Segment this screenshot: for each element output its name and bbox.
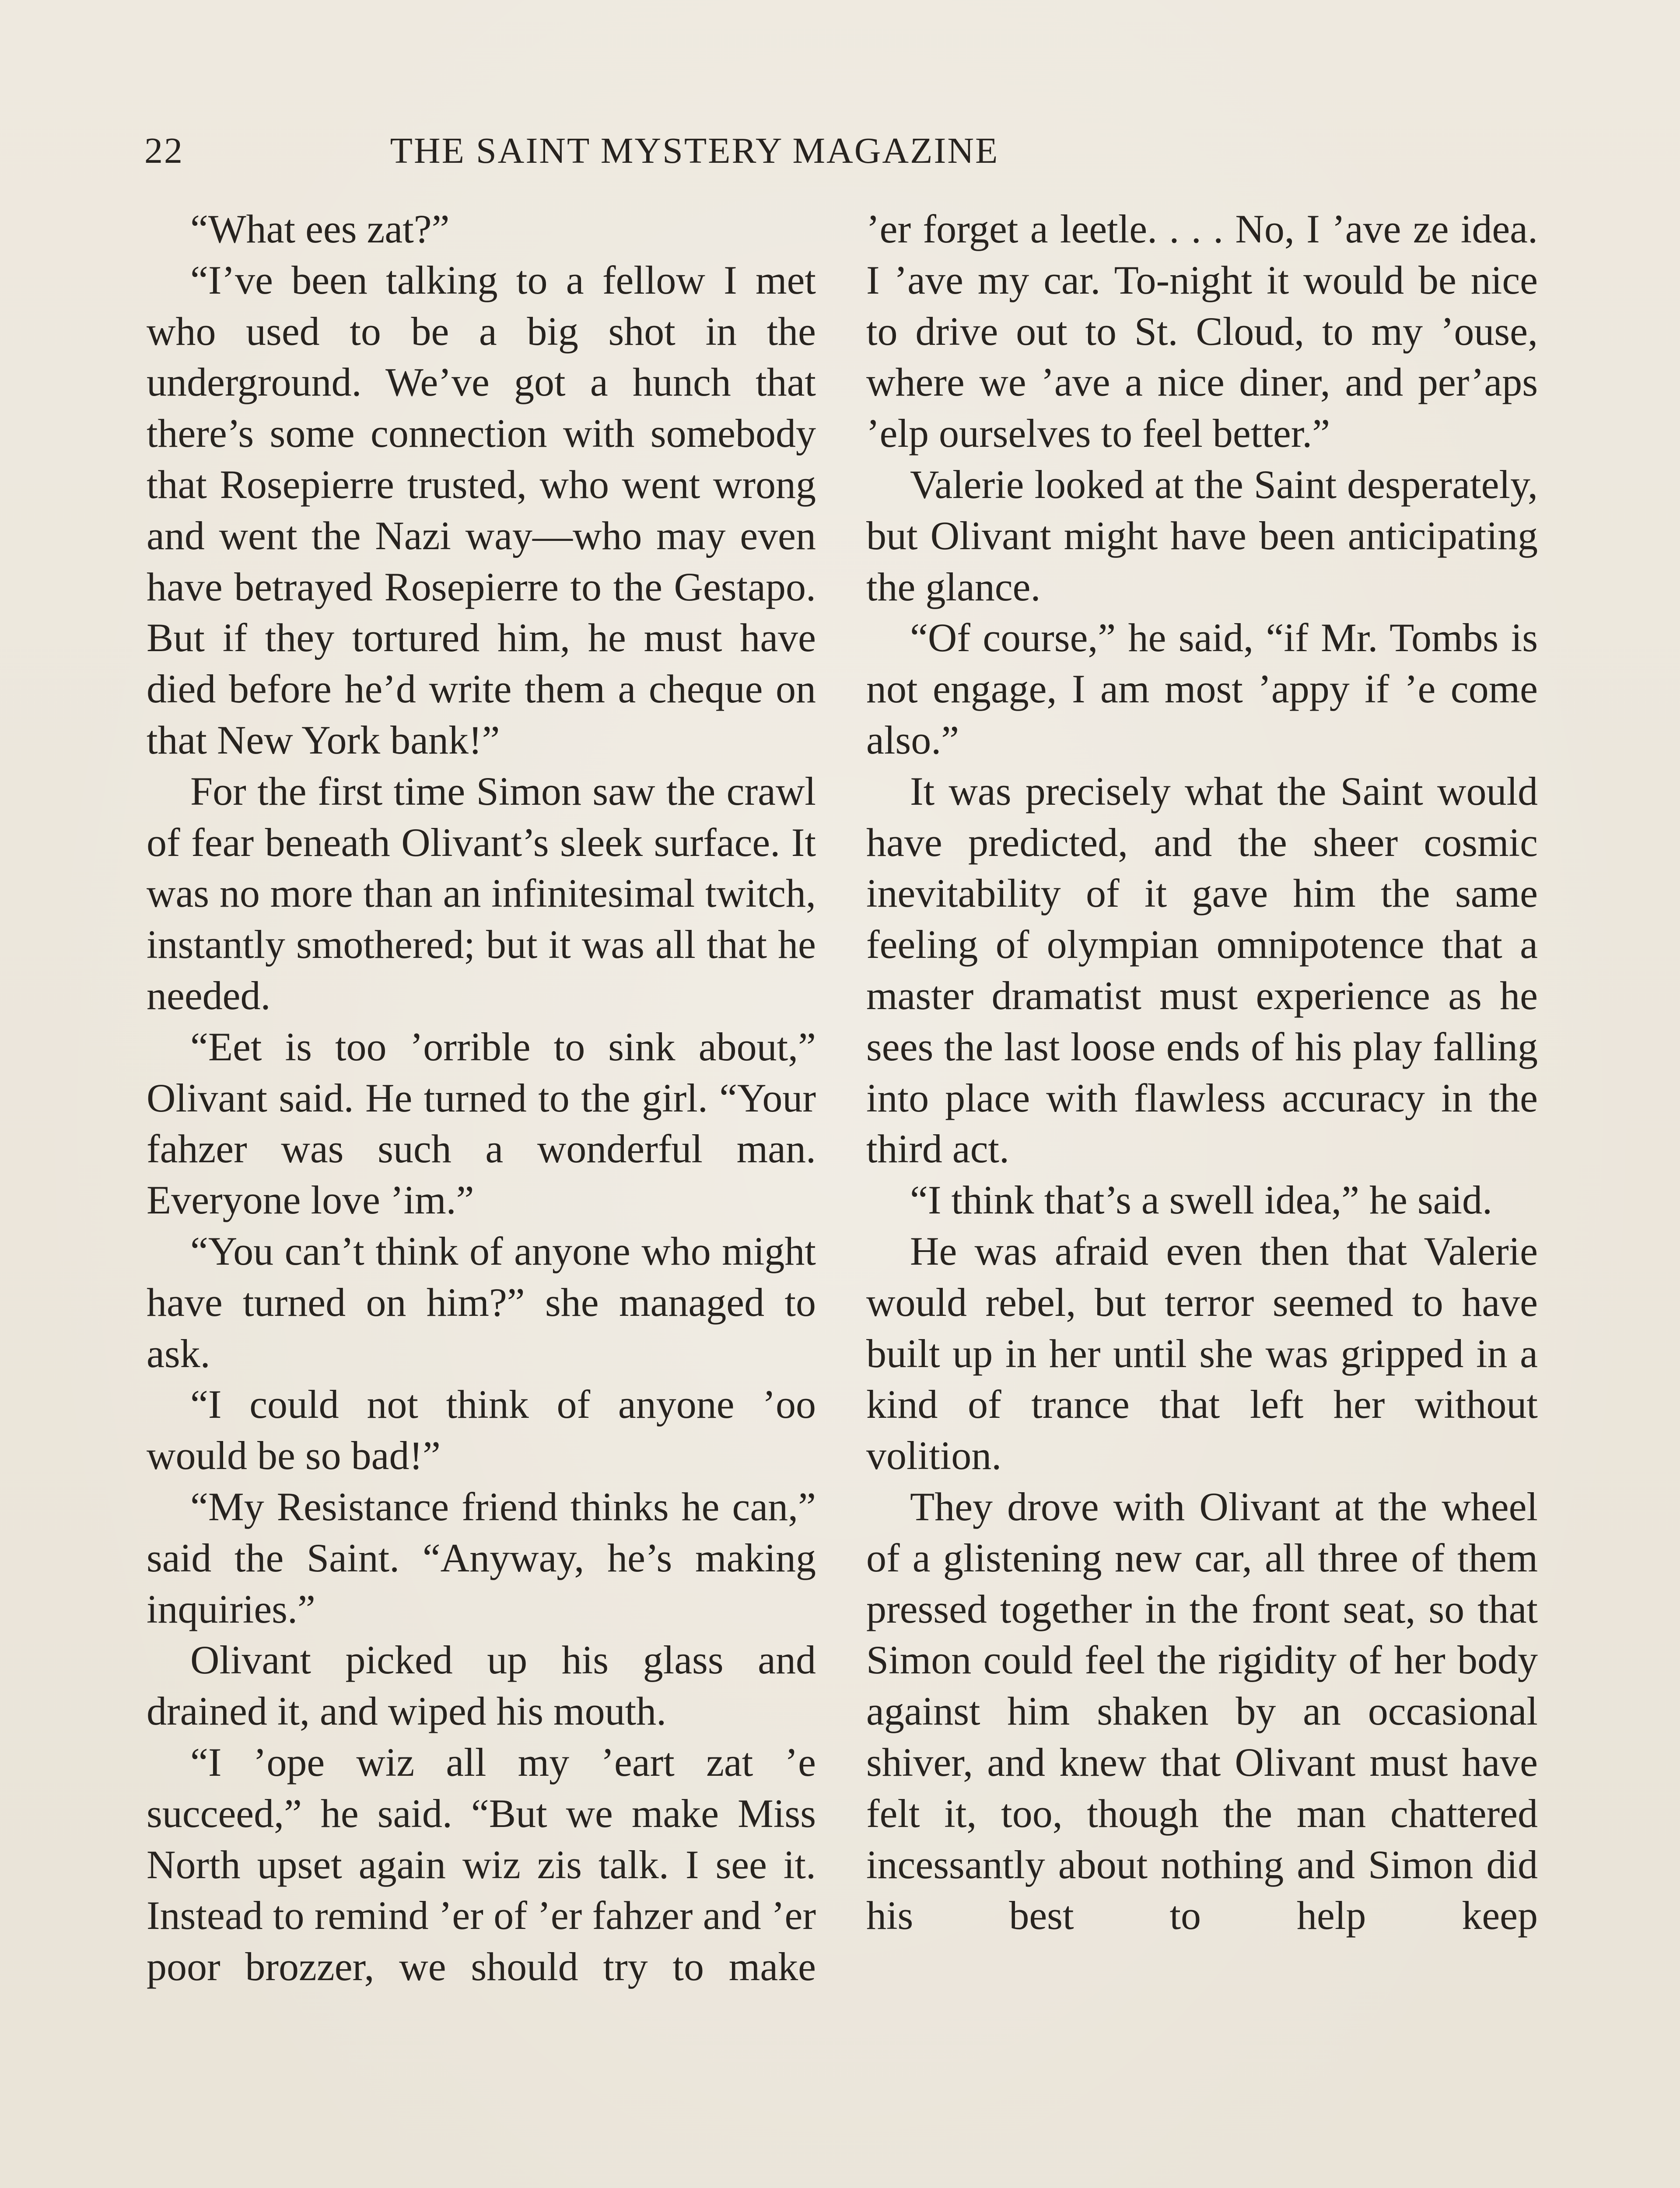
paragraph: “What ees zat?” — [190, 207, 450, 251]
paragraph: “I could not think of anyone ’oo would be so bad!” — [147, 1382, 816, 1478]
paragraph: “I ’ope wiz all my ’eart zat ’e succeed,” he said. “But we make Miss North upset again wiz zis talk. I see it. Instead to remind ’er of ’er fahzer and ’er poor brozzer, we should try to make — [147, 1739, 816, 1989]
paragraph: “You can’t think of anyone who might have turned on him?” she managed to ask. — [147, 1228, 816, 1376]
paragraph: For the first time Simon saw the crawl of fear beneath Olivant’s sleek surface. It was no more than an infinitesimal twitch, instantly smothered; but it was all that he needed. — [147, 768, 816, 1018]
page-header — [144, 130, 1192, 178]
paragraph: Olivant picked up his glass and drained it, and wiped his mouth. — [147, 1637, 816, 1734]
paragraph: “Of course,” he said, “if Mr. Tombs is not engage, I am most ’appy if ’e come also.” — [866, 615, 1538, 762]
right-column — [866, 203, 1538, 1941]
left-column — [147, 203, 816, 1992]
paragraph: Valerie looked at the Saint desperately, but Olivant might have been anticipating the glance. — [866, 462, 1538, 609]
running-head: THE SAINT MYSTERY MAGAZINE — [390, 130, 999, 171]
paragraph: “Eet is too ’orrible to sink about,” Olivant said. He turned to the girl. “Your fahzer was such a wonderful man. Everyone love ’im.” — [147, 1024, 816, 1223]
paragraph: It was precisely what the Saint would have predicted, and the sheer cosmic inevitability of it gave him the same feeling of olympian omnipotence that a master dramatist must experience as he sees the last loose ends of his play falling into place with flawless accuracy in the third act. — [866, 768, 1538, 1171]
paragraph: “I think that’s a swell idea,” he said. — [910, 1178, 1493, 1223]
paragraph: “My Resistance friend thinks he can,” said the Saint. “Anyway, he’s making inquiries.” — [147, 1484, 816, 1631]
paragraph: He was afraid even then that Valerie would rebel, but terror seemed to have built up in her until she was gripped in a kind of trance that left her without volition. — [866, 1228, 1538, 1478]
paragraph-continued: ’er forget a leetle. . . . No, I ’ave ze idea. I ’ave my car. To-night it would be nice to drive out to St. Cloud, to my ’ouse, where we ’ave a nice diner, and per’aps ’elp ourselves to feel better.” — [866, 207, 1538, 456]
paragraph: They drove with Olivant at the wheel of a glistening new car, all three of them pressed together in the front seat, so that Simon could feel the rigidity of her body against him shaken by an occasional shiver, and knew that Olivant must have felt it, too, though the man chattered incessantly about nothing and Simon did his best to help keep — [866, 1484, 1538, 1938]
page-number: 22 — [144, 130, 184, 171]
paragraph: “I’ve been talking to a fellow I met who used to be a big shot in the underground. We’ve got a hunch that there’s some connection with somebody that Rosepierre trusted, who went wrong and went the Nazi way—who may even have betrayed Rosepierre to the Gestapo. But if they tortured him, he must have died before he’d write them a cheque on that New York bank!” — [147, 257, 816, 762]
